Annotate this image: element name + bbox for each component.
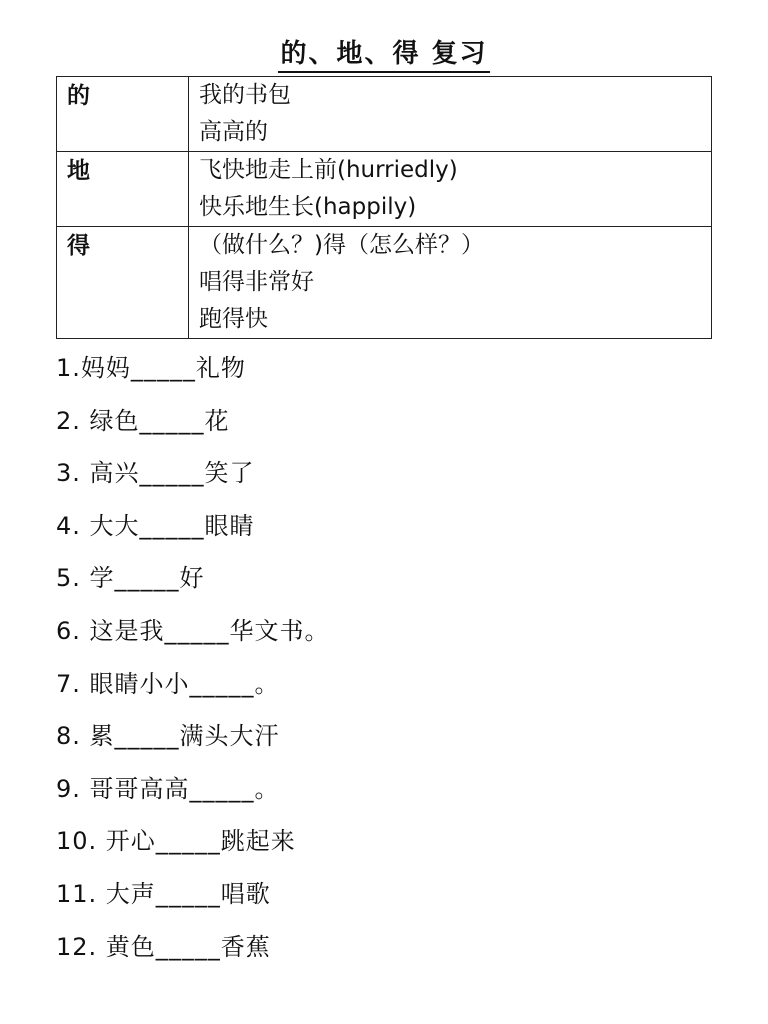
example-text: 我的书包	[199, 82, 291, 108]
question-item: 5. 学_____好	[56, 564, 205, 593]
table-row	[57, 77, 712, 152]
table-row	[57, 227, 712, 339]
example-text: 飞快地走上前(hurriedly)	[199, 157, 458, 183]
question-item: 12. 黄色_____香蕉	[56, 932, 271, 961]
question-item: 3. 高兴_____笑了	[56, 459, 255, 488]
worksheet-title	[0, 34, 768, 74]
example-text: 唱得非常好	[199, 269, 314, 295]
question-item: 6. 这是我_____华文书。	[56, 616, 330, 645]
question-list	[56, 346, 736, 977]
table-example-cell	[189, 152, 712, 227]
table-head-cell: 的	[57, 77, 189, 152]
table-example-cell	[189, 227, 712, 339]
question-item: 1.妈妈_____礼物	[56, 354, 246, 382]
question-item: 7. 眼睛小小_____。	[56, 669, 280, 698]
question-item: 2. 绿色_____花	[56, 406, 230, 435]
question-item: 8. 累_____满头大汗	[56, 722, 280, 751]
question-item: 10. 开心_____跳起来	[56, 827, 296, 856]
table-row	[57, 152, 712, 227]
question-item: 11. 大声_____唱歌	[56, 879, 271, 908]
example-text: 快乐地生长(happily)	[199, 194, 417, 220]
table-example-cell	[189, 77, 712, 152]
worksheet-title-text: 的、地、得 复习	[278, 37, 489, 73]
example-text: 跑得快	[199, 306, 268, 332]
example-text: （做什么？)得（怎么样？）	[199, 232, 484, 258]
question-item: 9. 哥哥高高_____。	[56, 774, 280, 803]
question-item: 4. 大大_____眼睛	[56, 511, 255, 540]
table-head-cell: 地	[57, 152, 189, 227]
example-text: 高高的	[199, 119, 268, 145]
reference-table	[56, 76, 712, 339]
table-head-cell: 得	[57, 227, 189, 339]
